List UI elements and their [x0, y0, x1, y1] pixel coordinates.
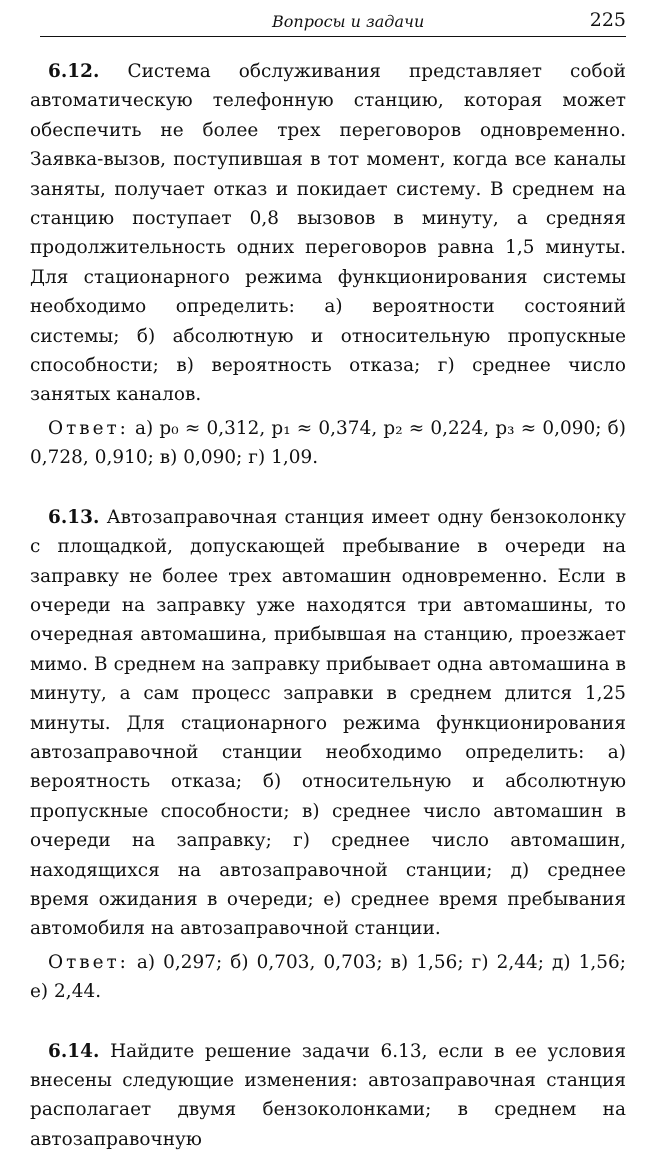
- answer-label: Ответ:: [48, 417, 129, 439]
- page-header: [40, 0, 626, 37]
- problem-6-13: [30, 503, 626, 1007]
- page-number: 225: [589, 9, 626, 31]
- problem-number: 6.12.: [48, 61, 100, 82]
- problem-statement: [30, 503, 626, 944]
- page-content: [30, 57, 626, 1154]
- problem-6-14: [30, 1037, 626, 1154]
- answer-text: а) 0,297; б) 0,703, 0,703; в) 1,56; г) 2,44; д) 1,56; е) 2,44.: [30, 951, 626, 1003]
- problem-statement: [30, 1037, 626, 1154]
- running-title: Вопросы и задачи: [272, 12, 425, 31]
- problem-6-12: [30, 57, 626, 473]
- answer-label: Ответ:: [48, 951, 129, 973]
- problem-statement: [30, 57, 626, 410]
- problem-number: 6.13.: [48, 506, 100, 528]
- problem-answer: [30, 414, 626, 473]
- problem-separator: [30, 1007, 626, 1037]
- answer-text: а) p₀ ≈ 0,312, p₁ ≈ 0,374, p₂ ≈ 0,224, p₃ ≈ 0,090; б) 0,728, 0,910; в) 0,090; г) 1,09.: [30, 417, 627, 469]
- problem-text: Найдите решение задачи 6.13, если в ее условия внесены следующие изменения: автозаправочная станция располагает двумя бензоколонками; в среднем на автозаправочную: [30, 1040, 626, 1150]
- problem-separator: [30, 473, 626, 503]
- problem-number: 6.14.: [48, 1040, 100, 1062]
- problem-text: Система обслуживания представляет собой автоматическую телефонную станцию, которая может обеспечить не более трех переговоров одновременно. Заявка-вызов, поступившая в тот момент, когда все каналы заняты, получает отказ и покидает систему. В среднем на станцию поступает 0,8 вызовов в минуту, а средняя продолжительность одних переговоров равна 1,5 минуты. Для стационарного режима функционирования системы необходимо определить: а) вероятности состояний системы; б) абсолютную и относительную пропускные способности; в) вероятность отказа; г) среднее число занятых каналов.: [30, 61, 626, 406]
- problem-text: Автозаправочная станция имеет одну бензоколонку с площадкой, допускающей пребывание в очереди на заправку не более трех автомашин одновременно. Если в очереди на заправку уже находятся три автомашины, то очередная автомашина, прибывшая на станцию, проезжает мимо. В среднем на заправку прибывает одна автомашина в минуту, а сам процесс заправки в среднем длится 1,25 минуты. Для стационарного режима функционирования автозаправочной станции необходимо определить: а) вероятность отказа; б) относительную и абсолютную пропускные способности; в) среднее число автомашин в очереди на заправку; г) среднее число автомашин, находящихся на автозаправочной станции; д) среднее время ожидания в очереди; е) среднее время пребывания автомобиля на автозаправочной станции.: [30, 506, 626, 940]
- problem-answer: [30, 948, 626, 1007]
